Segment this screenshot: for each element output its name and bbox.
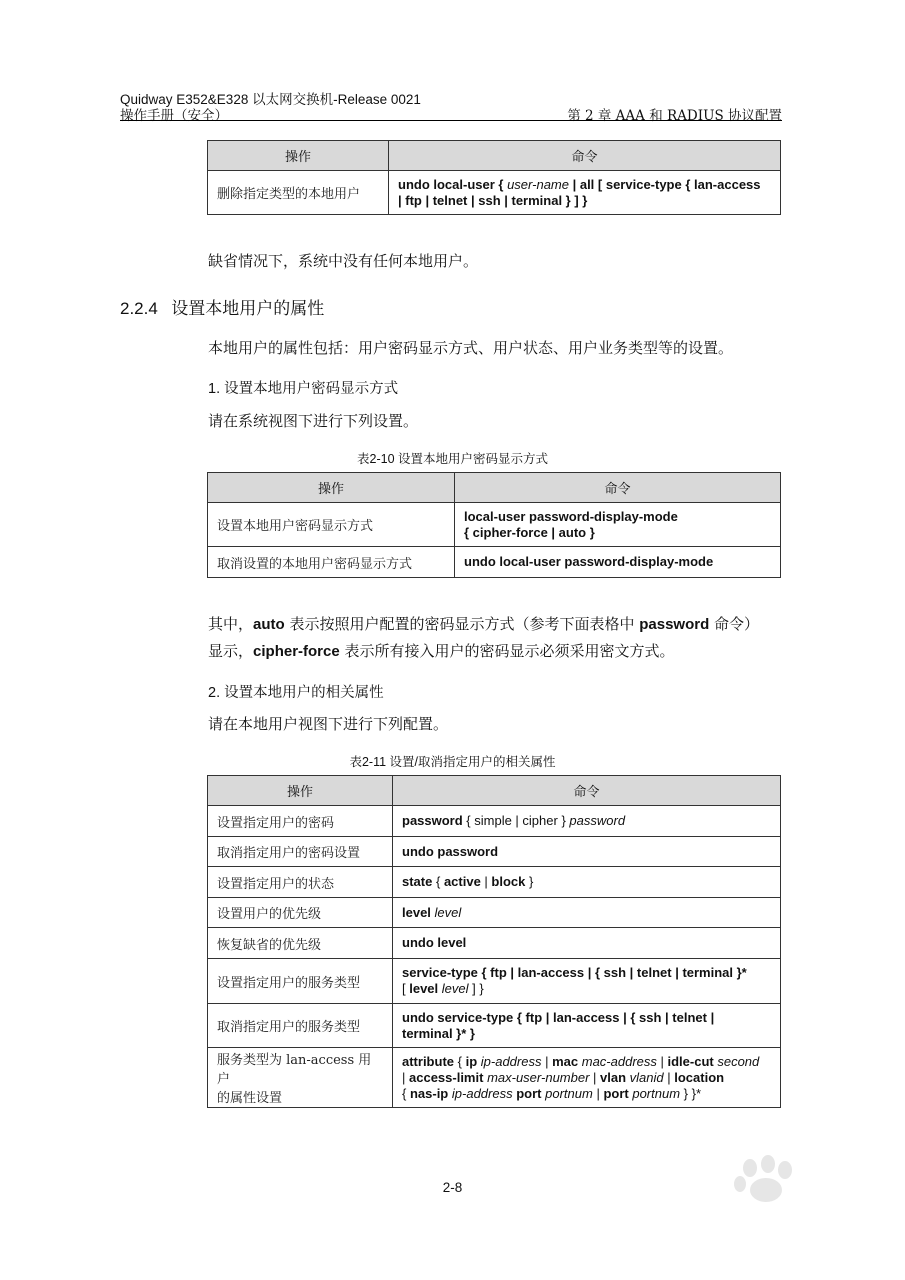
command-cell: undo password <box>393 837 781 867</box>
operation-cell: 设置指定用户的服务类型 <box>208 959 393 1004</box>
operation-cell: 服务类型为 lan-access 用户 的属性设置 <box>208 1048 393 1108</box>
table-head-operation: 操作 <box>208 141 389 171</box>
operation-cell: 删除指定类型的本地用户 <box>208 171 389 215</box>
table-caption: 表2-11 设置/取消指定用户的相关属性 <box>349 755 556 769</box>
section-number: 2.2.4 <box>120 299 158 318</box>
operation-cell: 恢复缺省的优先级 <box>208 928 393 959</box>
command-cell: undo local-user { user-name | all [ service-type { lan-access | ftp | telnet | ssh | terminal } ] } <box>389 171 781 215</box>
table-row <box>208 898 781 928</box>
header-manual: 操作手册（安全） <box>120 108 228 124</box>
paragraph-system-view: 请在系统视图下进行下列设置。 <box>208 412 419 430</box>
table-row <box>208 806 781 837</box>
table-row <box>208 928 781 959</box>
operation-cell: 设置本地用户密码显示方式 <box>208 503 455 547</box>
command-cell: level level <box>393 898 781 928</box>
table-caption: 表2-10 设置本地用户密码显示方式 <box>357 452 548 466</box>
table-head-command: 命令 <box>455 473 781 503</box>
paragraph-attributes: 本地用户的属性包括：用户密码显示方式、用户状态、用户业务类型等的设置。 <box>208 339 734 357</box>
operation-cell: 取消设置的本地用户密码显示方式 <box>208 547 455 578</box>
table-row <box>208 867 781 898</box>
table-head-command: 命令 <box>393 776 781 806</box>
subheading-password-mode: 1. 设置本地用户密码显示方式 <box>208 381 399 397</box>
operation-cell: 设置指定用户的密码 <box>208 806 393 837</box>
command-cell: attribute { ip ip-address | mac mac-address | idle-cut second | access-limit max-user-number | vlan vlanid | location { nas-ip ip-address port portnum | port portnum } }* <box>393 1048 781 1108</box>
page-number: 2-8 <box>442 1180 463 1195</box>
section-heading <box>120 294 324 319</box>
command-cell: undo level <box>393 928 781 959</box>
command-cell: state { active | block } <box>393 867 781 898</box>
command-cell: password { simple | cipher } password <box>393 806 781 837</box>
table-head-command: 命令 <box>389 141 781 171</box>
operation-cell: 设置指定用户的状态 <box>208 867 393 898</box>
operation-cell: 取消指定用户的服务类型 <box>208 1004 393 1048</box>
operation-cell: 取消指定用户的密码设置 <box>208 837 393 867</box>
command-cell: local-user password-display-mode { cipher-force | auto } <box>455 503 781 547</box>
header-rule <box>120 120 782 121</box>
table-row <box>208 503 781 547</box>
table-row <box>208 1048 781 1108</box>
table-row <box>208 1004 781 1048</box>
header-product: Quidway E352&E328 以太网交换机-Release 0021 <box>120 92 421 107</box>
paw-watermark-icon <box>640 1150 870 1260</box>
table-head-operation: 操作 <box>208 473 455 503</box>
paragraph-default: 缺省情况下，系统中没有任何本地用户。 <box>208 252 479 270</box>
command-cell: service-type { ftp | lan-access | { ssh | telnet | terminal }* [ level level ] } <box>393 959 781 1004</box>
table-row <box>208 959 781 1004</box>
table-delete-user <box>207 140 781 215</box>
command-cell: undo service-type { ftp | lan-access | { ssh | telnet | terminal }* } <box>393 1004 781 1048</box>
table-row <box>208 547 781 578</box>
paragraph-user-view: 请在本地用户视图下进行下列配置。 <box>208 715 449 733</box>
table-head-operation: 操作 <box>208 776 393 806</box>
header-chapter: 第 2 章 AAA 和 RADIUS 协议配置 <box>567 108 782 124</box>
table-password-mode <box>207 472 781 578</box>
paragraph-auto-explanation: 其中，auto 表示按照用户配置的密码显示方式（参考下面表格中 password 命令） 显示，cipher-force 表示所有接入用户的密码显示必须采用密文方式。 <box>208 615 760 660</box>
command-cell: undo local-user password-display-mode <box>455 547 781 578</box>
table-user-attributes <box>207 775 781 1108</box>
section-title: 设置本地用户的属性 <box>171 299 325 319</box>
operation-cell: 设置用户的优先级 <box>208 898 393 928</box>
subheading-user-attributes: 2. 设置本地用户的相关属性 <box>208 685 384 701</box>
table-row <box>208 837 781 867</box>
table-row <box>208 171 781 215</box>
